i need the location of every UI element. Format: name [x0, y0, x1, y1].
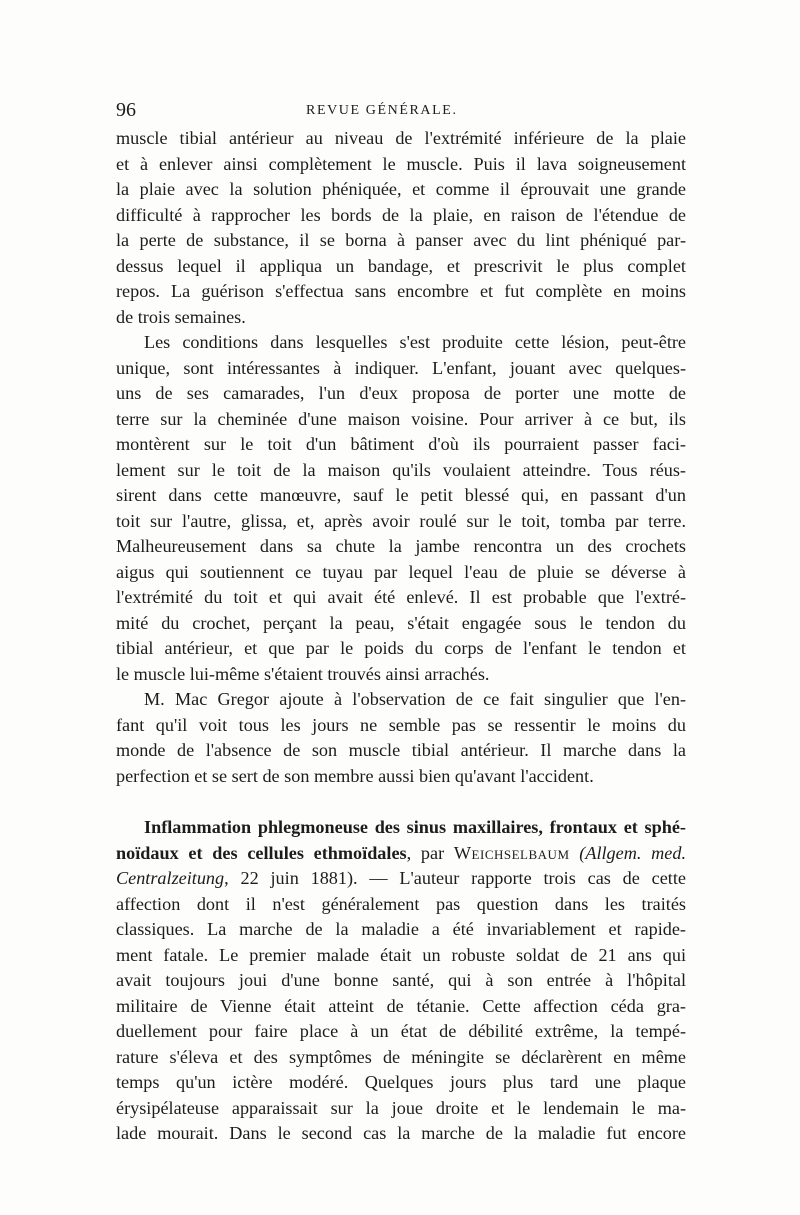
text-line: temps qu'un ictère modéré. Quelques jours plus tard une plaque [116, 1072, 686, 1092]
text-line: toit sur l'autre, glissa, et, après avoir roulé sur le toit, tomba par terre. [116, 510, 686, 531]
text-line: mité du crochet, perçant la peau, s'était engagée sous le tendon du [116, 612, 686, 633]
text-line: terre sur la cheminée d'une maison voisine. Pour arriver à ce but, ils [116, 408, 686, 429]
text-line: militaire de Vienne était atteint de tétanie. Cette affection céda gra- [116, 995, 686, 1016]
text-line: unique, sont intéressantes à indiquer. L'enfant, jouant avec quelques- [116, 357, 686, 378]
text-line: sirent dans cette manœuvre, sauf le petit blessé qui, en passant d'un [116, 485, 686, 505]
article-title-bold: noïdaux et des cellules ethmoïdales [116, 842, 407, 863]
text-line: rature s'éleva et des symptômes de méningite se déclarèrent en même [116, 1046, 686, 1067]
article-title-sep: , par [406, 842, 454, 863]
text-line: classiques. La marche de la maladie a été invariablement et rapide- [116, 919, 686, 939]
body-text [116, 126, 686, 1147]
text-line [116, 866, 686, 892]
page-header [116, 98, 686, 122]
text-line: muscle tibial antérieur au niveau de l'extrémité inférieure de la plaie [116, 128, 686, 148]
article-title-line [116, 841, 686, 867]
paragraph-gap [116, 789, 686, 815]
text-line: perfection et se sert de son membre aussi bien qu'avant l'accident. [116, 765, 594, 786]
text-line: aigus qui soutiennent ce tuyau par lequel l'eau de pluie se déverse à [116, 561, 686, 582]
text-line: fant qu'il voit tous les jours ne semble pas se ressentir le moins du [116, 714, 686, 735]
text-line: lade mourait. Dans le second cas la marche de la maladie fut encore [116, 1123, 686, 1143]
text-line: repos. La guérison s'effectua sans encombre et fut complète en moins [116, 281, 686, 301]
text-line: et à enlever ainsi complètement le muscle. Puis il lava soigneusement [116, 153, 686, 174]
text-line: M. Mac Gregor ajoute à l'observation de ce fait singulier que l'en- [144, 689, 686, 709]
text-line: uns de ses camarades, l'un d'eux proposa de porter une motte de [116, 383, 686, 403]
article-journal: (Allgem. med. [579, 842, 686, 863]
text-line: montèrent sur le toit d'un bâtiment d'où ils pourraient passer faci- [116, 434, 686, 454]
text-line: la perte de substance, il se borna à panser avec du lint phéniqué par- [116, 230, 686, 250]
text-line: difficulté à rapprocher les bords de la plaie, en raison de l'étendue de [116, 204, 686, 225]
text-line: de trois semaines. [116, 306, 246, 327]
article-title-line: Inflammation phlegmoneuse des sinus maxillaires, frontaux et sphé- [144, 817, 686, 837]
text-line: l'extrémité du toit et qui avait été enlevé. Il est probable que l'extré- [116, 587, 686, 607]
text-line: Les conditions dans lesquelles s'est produite cette lésion, peut-être [144, 332, 686, 352]
text-line: avait toujours joui d'une bonne santé, qui à son entrée à l'hôpital [116, 970, 686, 990]
running-head: REVUE GÉNÉRALE. [306, 103, 458, 118]
text-line: le muscle lui-même s'étaient trouvés ainsi arrachés. [116, 663, 490, 684]
text-line: tibial antérieur, et que par le poids du corps de l'enfant le tendon et [116, 638, 686, 658]
text-line: dessus lequel il appliqua un bandage, et prescrivit le plus complet [116, 255, 686, 276]
text-line: duellement pour faire place à un état de débilité extrême, la tempé- [116, 1021, 686, 1041]
text-line: ment fatale. Le premier malade était un robuste soldat de 21 ans qui [116, 944, 686, 965]
text-line: lement sur le toit de la maison qu'ils voulaient atteindre. Tous réus- [116, 459, 686, 480]
text-line: Malheureusement dans sa chute la jambe rencontra un des crochets [116, 536, 686, 556]
article-date: , 22 juin 1881). — L'auteur rapporte trois cas de cette [224, 868, 686, 888]
text-line: monde de l'absence de son muscle tibial antérieur. Il marche dans la [116, 740, 686, 760]
article-author: Weichselbaum [453, 842, 570, 863]
text-line: affection dont il n'est généralement pas question dans les traités [116, 893, 686, 914]
text-line: la plaie avec la solution phéniquée, et comme il éprouvait une grande [116, 179, 686, 199]
text-line: érysipélateuse apparaissait sur la joue droite et le lendemain le ma- [116, 1097, 686, 1118]
article-journal-name: Centralzeitung [116, 868, 225, 888]
page-number: 96 [116, 99, 136, 121]
